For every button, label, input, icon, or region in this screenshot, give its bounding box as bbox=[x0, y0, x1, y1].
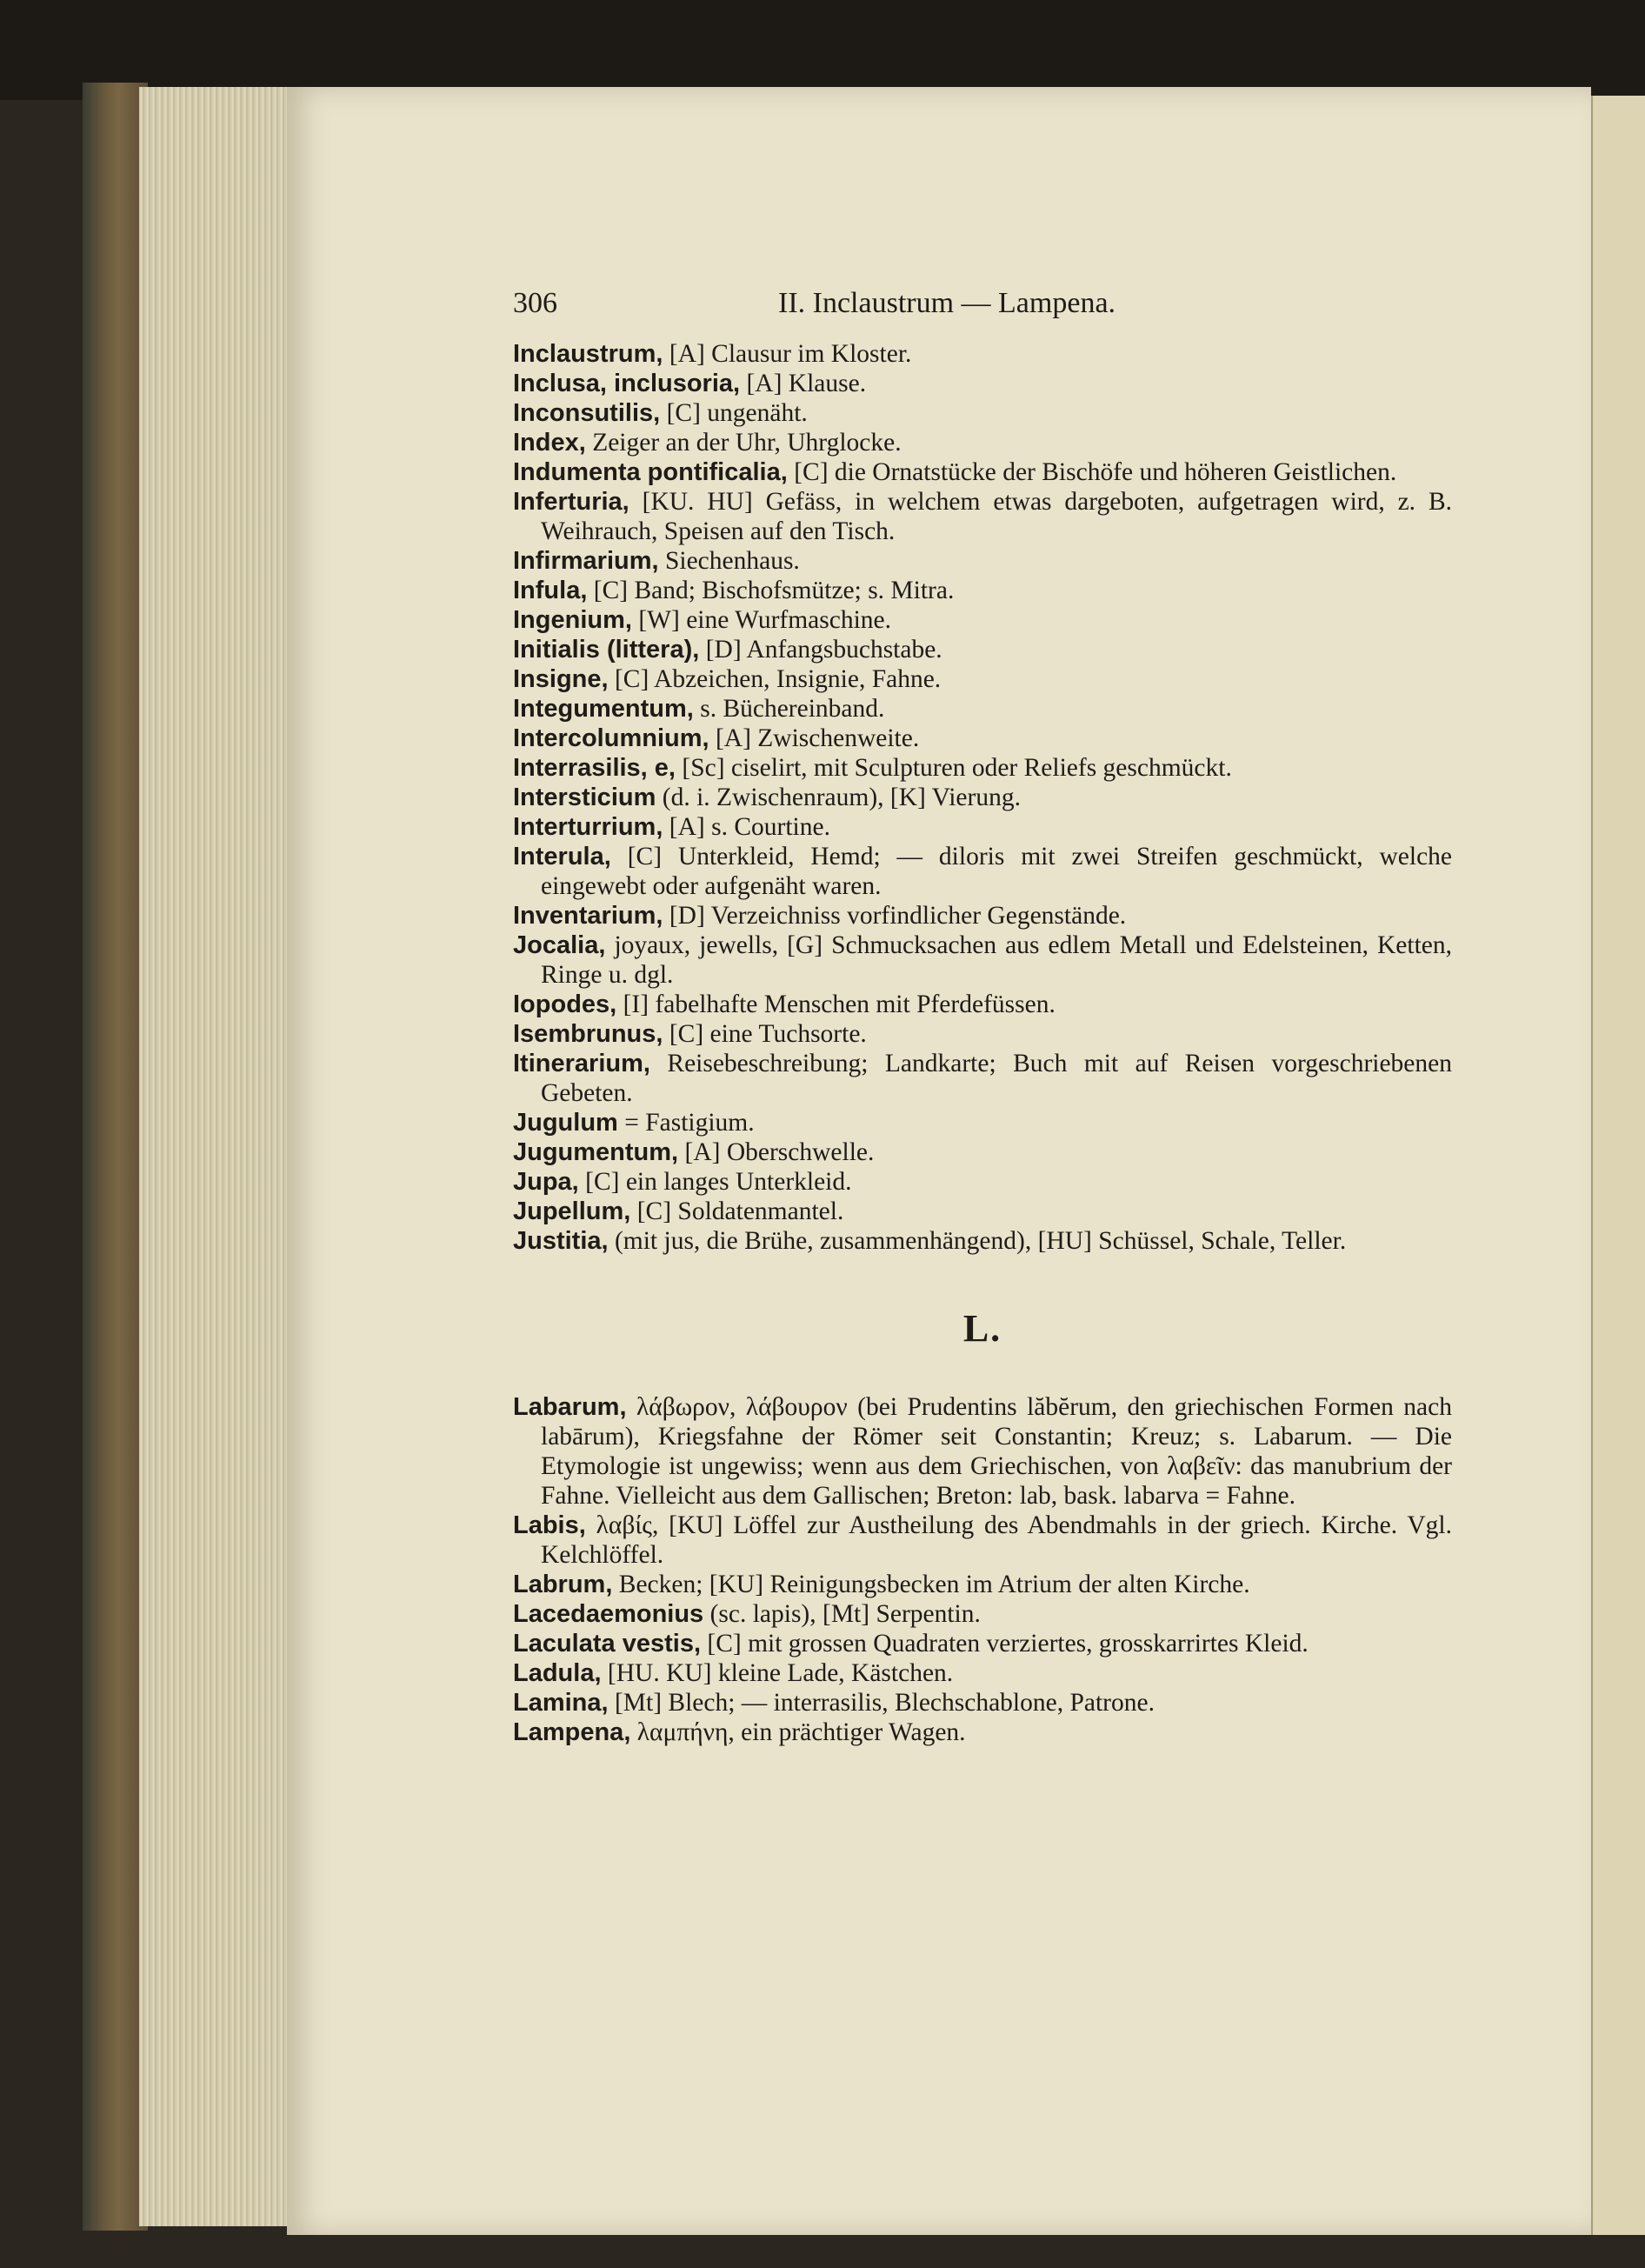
entry-definition: [A] s. Courtine. bbox=[663, 813, 830, 841]
entry-headword: Intercolumnium, bbox=[513, 724, 709, 752]
dictionary-entry bbox=[513, 576, 1452, 605]
entry-definition: Siechenhaus. bbox=[658, 547, 800, 575]
entry-headword: Ladula, bbox=[513, 1659, 602, 1687]
entry-headword: Interrasilis, e, bbox=[513, 754, 676, 782]
entry-headword: Laculata vestis, bbox=[513, 1630, 701, 1658]
entry-definition: [A] Clausur im Kloster. bbox=[663, 340, 912, 368]
dictionary-entry bbox=[513, 398, 1452, 428]
entry-definition: [A] Klause. bbox=[740, 370, 867, 397]
page-number: 306 bbox=[513, 287, 557, 319]
dictionary-entry bbox=[513, 635, 1452, 664]
entry-headword: Inventarium, bbox=[513, 902, 663, 930]
entry-headword: Infula, bbox=[513, 577, 588, 604]
entry-headword: Inferturia, bbox=[513, 488, 629, 516]
entry-headword: Labis, bbox=[513, 1511, 586, 1539]
dictionary-entry bbox=[513, 724, 1452, 753]
entry-definition: [D] Verzeichniss vorfindlicher Gegenstände. bbox=[663, 902, 1127, 930]
entry-definition: [A] Zwischenweite. bbox=[709, 724, 920, 752]
page-content bbox=[513, 287, 1452, 1747]
entry-definition: [D] Anfangsbuchstabe. bbox=[699, 636, 942, 664]
dictionary-entry bbox=[513, 842, 1452, 901]
dictionary-entry bbox=[513, 1197, 1452, 1226]
dictionary-entry bbox=[513, 1137, 1452, 1167]
entry-headword: Lampena, bbox=[513, 1718, 631, 1746]
dictionary-entry bbox=[513, 1511, 1452, 1570]
dictionary-entry bbox=[513, 1570, 1452, 1599]
entry-headword: Inconsutilis, bbox=[513, 399, 661, 427]
entry-headword: Interturrium, bbox=[513, 813, 663, 841]
running-title: II. Inclaustrum — Lampena. bbox=[778, 287, 1116, 319]
dictionary-entry bbox=[513, 546, 1452, 576]
dictionary-entry bbox=[513, 812, 1452, 842]
entry-definition: s. Büchereinband. bbox=[693, 695, 885, 723]
entry-definition: [C] Band; Bischofsmütze; s. Mitra. bbox=[587, 577, 955, 604]
dictionary-entry bbox=[513, 1108, 1452, 1137]
entry-definition: (d. i. Zwischenraum), [K] Vierung. bbox=[656, 784, 1021, 811]
entry-headword: Jugulum bbox=[513, 1109, 618, 1137]
dictionary-entry bbox=[513, 753, 1452, 783]
dictionary-entry bbox=[513, 1019, 1452, 1049]
entry-definition: [C] eine Tuchsorte. bbox=[663, 1020, 867, 1048]
entry-definition: [KU. HU] Gefäss, in welchem etwas dargeboten, aufgetragen wird, z. B. Weihrauch, Speisen auf den Tisch. bbox=[541, 488, 1452, 545]
dictionary-entry bbox=[513, 664, 1452, 694]
entry-headword: Infirmarium, bbox=[513, 547, 659, 575]
entry-definition: [C] Soldatenmantel. bbox=[630, 1197, 844, 1225]
dictionary-entry bbox=[513, 369, 1452, 398]
facing-page-edge bbox=[1591, 96, 1645, 2235]
entry-definition: [C] ein langes Unterkleid. bbox=[578, 1168, 852, 1196]
entry-headword: Index, bbox=[513, 429, 586, 457]
dictionary-entry bbox=[513, 783, 1452, 812]
book-cover-edge bbox=[83, 83, 148, 2231]
entry-definition: [A] Oberschwelle. bbox=[678, 1138, 875, 1166]
dictionary-entry bbox=[513, 457, 1452, 487]
entry-headword: Intersticium bbox=[513, 784, 656, 811]
entry-definition: Becken; [KU] Reinigungsbecken im Atrium der alten Kirche. bbox=[612, 1571, 1250, 1598]
entry-definition: [C] die Ornatstücke der Bischöfe und höheren Geistlichen. bbox=[787, 458, 1397, 486]
dictionary-entry bbox=[513, 1629, 1452, 1658]
entry-definition: Zeiger an der Uhr, Uhrglocke. bbox=[585, 429, 902, 457]
dictionary-entry bbox=[513, 1658, 1452, 1688]
entry-headword: Inclusa, inclusoria, bbox=[513, 370, 741, 397]
entry-headword: Iopodes, bbox=[513, 991, 617, 1018]
dictionary-entry bbox=[513, 931, 1452, 990]
entry-headword: Indumenta pontificalia, bbox=[513, 458, 788, 486]
entry-headword: Labarum, bbox=[513, 1393, 627, 1421]
entry-definition: [C] Abzeichen, Insignie, Fahne. bbox=[608, 665, 942, 693]
entry-definition: [C] Unterkleid, Hemd; — diloris mit zwei Streifen geschmückt, welche eingewebt oder aufgenäht waren. bbox=[541, 843, 1452, 900]
entry-definition: [I] fabelhafte Menschen mit Pferdefüssen. bbox=[616, 991, 1056, 1018]
dictionary-entry bbox=[513, 694, 1452, 724]
entry-headword: Lamina, bbox=[513, 1689, 609, 1717]
dictionary-entry bbox=[513, 1167, 1452, 1197]
entry-headword: Labrum, bbox=[513, 1571, 613, 1598]
running-head bbox=[513, 287, 1452, 339]
dictionary-entry bbox=[513, 1049, 1452, 1108]
entry-headword: Jupa, bbox=[513, 1168, 579, 1196]
entry-headword: Jugumentum, bbox=[513, 1138, 679, 1166]
dictionary-entry bbox=[513, 1718, 1452, 1747]
entry-definition: = Fastigium. bbox=[617, 1109, 755, 1137]
entry-definition: [W] eine Wurfmaschine. bbox=[631, 606, 892, 634]
entry-headword: Lacedaemonius bbox=[513, 1600, 704, 1628]
entry-headword: Interula, bbox=[513, 843, 611, 871]
dictionary-entry bbox=[513, 1599, 1452, 1629]
entry-definition: [HU. KU] kleine Lade, Kästchen. bbox=[601, 1659, 954, 1687]
dictionary-entry bbox=[513, 1392, 1452, 1511]
entry-headword: Initialis (littera), bbox=[513, 636, 700, 664]
dictionary-entry bbox=[513, 1688, 1452, 1718]
entry-headword: Integumentum, bbox=[513, 695, 694, 723]
dictionary-entry bbox=[513, 339, 1452, 369]
entry-headword: Jupellum, bbox=[513, 1197, 631, 1225]
entry-definition: (mit jus, die Brühe, zusammenhängend), [HU] Schüssel, Schale, Teller. bbox=[608, 1227, 1347, 1255]
entry-definition: [C] mit grossen Quadraten verziertes, grosskarrirtes Kleid. bbox=[701, 1630, 1309, 1658]
entry-headword: Itinerarium, bbox=[513, 1050, 650, 1077]
entry-definition: Reisebeschreibung; Landkarte; Buch mit auf Reisen vorgeschriebenen Gebeten. bbox=[541, 1050, 1452, 1107]
entries-section-i bbox=[513, 339, 1452, 1256]
entry-headword: Inclaustrum, bbox=[513, 340, 663, 368]
entry-definition: [Mt] Blech; — interrasilis, Blechschablone, Patrone. bbox=[608, 1689, 1155, 1717]
entry-definition: joyaux, jewells, [G] Schmucksachen aus edlem Metall und Edelsteinen, Ketten, Ringe u. dgl. bbox=[541, 931, 1452, 989]
entries-section-l bbox=[513, 1392, 1452, 1747]
dictionary-entry bbox=[513, 605, 1452, 635]
entry-definition: λάβωρον, λάβουρον (bei Prudentins lăbĕrum, den griechischen Formen nach labārum), Kriegsfahne der Römer seit Constantin; Kreuz; s. Labarum. — Die Etymologie ist ungewiss; wenn aus dem Griechischen, von λαβεῖν: das manubrium der Fahne. Vielleicht aus dem Gallischen; Breton: lab, bask. labarva = Fahne. bbox=[541, 1393, 1452, 1510]
background-top bbox=[0, 0, 1645, 100]
entry-definition: λαβίς, [KU] Löffel zur Austheilung des Abendmahls in der griech. Kirche. Vgl. Kelchlöffel. bbox=[541, 1511, 1452, 1569]
entry-headword: Isembrunus, bbox=[513, 1020, 663, 1048]
entry-definition: (sc. lapis), [Mt] Serpentin. bbox=[703, 1600, 981, 1628]
entry-headword: Justitia, bbox=[513, 1227, 609, 1255]
page-edges bbox=[139, 87, 296, 2226]
section-heading-l: L. bbox=[962, 1307, 1002, 1350]
entry-headword: Jocalia, bbox=[513, 931, 606, 959]
dictionary-entry bbox=[513, 428, 1452, 457]
dictionary-entry bbox=[513, 901, 1452, 931]
entry-definition: [Sc] ciselirt, mit Sculpturen oder Reliefs geschmückt. bbox=[676, 754, 1232, 782]
entry-definition: λαμπήνη, ein prächtiger Wagen. bbox=[630, 1718, 966, 1746]
entry-headword: Insigne, bbox=[513, 665, 609, 693]
entry-definition: [C] ungenäht. bbox=[660, 399, 808, 427]
dictionary-entry bbox=[513, 487, 1452, 546]
dictionary-entry bbox=[513, 1226, 1452, 1256]
dictionary-entry bbox=[513, 990, 1452, 1019]
entry-headword: Ingenium, bbox=[513, 606, 632, 634]
